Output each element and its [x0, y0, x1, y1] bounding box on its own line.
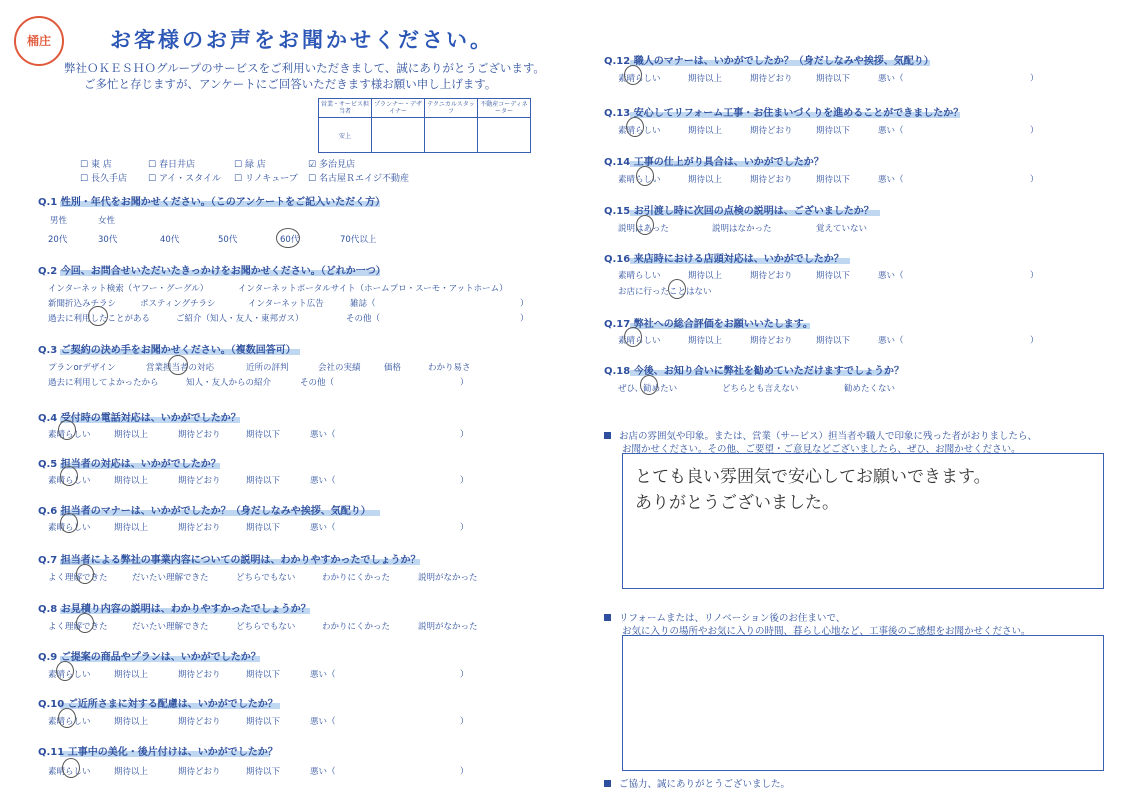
q18-option[interactable]: どちらとも言えない [722, 384, 799, 394]
store-label: 東 店 [90, 160, 112, 170]
footer-thanks [604, 776, 790, 790]
rating-option[interactable]: 悪い（ [310, 670, 336, 680]
paren-close: ） [460, 378, 469, 388]
comment1-label-line1: お店の雰囲気や印象。または、営業（サービス）担当者や職人で印象に残った者がおりましたら、 [619, 431, 1038, 442]
store-checkbox[interactable]: ☐ 長久手店 [80, 174, 127, 184]
rating-option-selected[interactable]: 素晴らしい [48, 476, 91, 486]
rating-option[interactable]: 期待どおり [750, 74, 793, 84]
question-14: Q.14 工事の仕上がり具合は、いかがでしたか？ [604, 157, 824, 168]
question-1: Q.1 性別・年代をお聞かせください。（このアンケートをご記入いただく方） [38, 197, 386, 208]
question-11: Q.11 工事中の美化・後片付けは、いかがでしたか？ [38, 747, 278, 758]
rating-option[interactable]: 期待どおり [178, 767, 221, 777]
selection-circle-icon [624, 65, 642, 85]
question-17: Q.17 弊社への総合評価をお願いいたします。 [604, 319, 813, 330]
rating-option[interactable]: 期待以上 [688, 271, 723, 281]
q1-option[interactable]: 70代以上 [340, 235, 377, 245]
q2-option[interactable]: 雑誌（ [350, 299, 376, 309]
q2-option-selected[interactable]: 過去に利用したことがある [48, 314, 151, 324]
rating-option[interactable]: 期待以上 [688, 336, 723, 346]
selection-circle-icon [636, 166, 654, 186]
question-12: Q.12 職人のマナーは、いかがでしたか？（身だしなみや挨拶、気配り） [604, 56, 934, 67]
question-16: Q.16 来店時における店頭対応は、いかがでしたか？ [604, 254, 844, 265]
store-label: 春日井店 [158, 160, 195, 170]
rating-option[interactable]: 悪い（ [878, 175, 904, 185]
q2-option[interactable]: ご紹介（知人・友人・東邦ガス） [176, 314, 304, 324]
company-seal: 桶庄 [14, 16, 64, 66]
paren-close: ） [460, 670, 469, 680]
rating-option[interactable]: 期待どおり [178, 717, 221, 727]
store-label: アイ・スタイル [158, 174, 221, 184]
rating-option-selected[interactable]: 素晴らしい [618, 126, 661, 136]
comment-section-label [604, 610, 845, 624]
paren-close: ） [460, 476, 469, 486]
rating-option[interactable]: 悪い（ [310, 476, 336, 486]
paren-close: ） [460, 767, 469, 777]
paren-close: ） [520, 299, 529, 309]
staff-header-sales: 営業・サービス担当者 [319, 99, 372, 118]
store-checkbox[interactable]: ☐ 緑 店 [234, 160, 266, 170]
rating-option[interactable]: 期待以上 [114, 523, 149, 533]
rating-option[interactable]: 素晴らしい [618, 271, 661, 281]
rating-option[interactable]: 期待どおり [750, 336, 793, 346]
handwritten-comment-line1: とても良い雰囲気で安心してお願いできます。 [635, 467, 991, 487]
store-label: リノキューブ [244, 174, 298, 184]
rating-option[interactable]: 期待どおり [178, 476, 221, 486]
rating-option[interactable]: 期待以上 [688, 126, 723, 136]
store-label: 緑 店 [244, 160, 266, 170]
rating-option[interactable]: 期待以上 [114, 670, 149, 680]
rating-option-selected[interactable]: 素晴らしい [48, 670, 91, 680]
staff-cell-realestate[interactable] [478, 118, 531, 153]
comment2-label-line2: お気に入りの場所やお気に入りの時間、暮らし心地など、工事後のご感想をお聞かせください。 [622, 626, 1031, 637]
rating-option[interactable]: 期待以下 [246, 670, 281, 680]
selection-circle-icon [60, 513, 78, 533]
store-checkbox[interactable]: ☐ 名古屋Ｒエイジ不動産 [308, 174, 409, 184]
comment2-label-line1: リフォームまたは、リノベーション後のお住まいで、 [619, 613, 846, 624]
q15-option[interactable]: 説明はなかった [712, 224, 772, 234]
q2-option[interactable]: その他（ [346, 314, 381, 324]
paren-close: ） [1030, 126, 1039, 136]
question-3: Q.3 ご契約の決め手をお聞かせください。（複数回答可） [38, 345, 296, 356]
rating-option-selected[interactable]: 素晴らしい [618, 336, 661, 346]
q1-option[interactable]: 20代 [48, 235, 68, 245]
rating-option[interactable]: 期待以下 [246, 717, 281, 727]
rating-option-selected[interactable]: 素晴らしい [48, 523, 91, 533]
rating-option-selected[interactable]: 素晴らしい [48, 717, 91, 727]
intro-line-1: 弊社ＯＫＥＳＨＯグループのサービスをご利用いただきまして、誠にありがとうございます。 [64, 61, 545, 75]
q3-option[interactable]: 会社の実績 [318, 363, 361, 373]
q3-option[interactable]: その他（ [300, 378, 335, 388]
rating-option[interactable]: 期待どおり [750, 271, 793, 281]
bullet-square-icon [604, 780, 611, 787]
store-label: 多治見店 [318, 160, 355, 170]
understand-option-selected[interactable]: よく理解できた [48, 622, 108, 632]
selection-circle-icon [58, 420, 76, 440]
paren-close: ） [460, 523, 469, 533]
bullet-square-icon [604, 614, 611, 621]
understand-option[interactable]: わかりにくかった [322, 573, 391, 583]
q18-option-selected[interactable]: ぜひ、勧めたい [618, 384, 678, 394]
q1-option[interactable]: 30代 [98, 235, 118, 245]
rating-option[interactable]: 期待以下 [816, 126, 851, 136]
selection-circle-icon [76, 613, 94, 633]
comment-box-impressions[interactable] [622, 453, 1104, 589]
q15-option[interactable]: 覚えていない [816, 224, 868, 234]
selection-circle-icon [88, 306, 108, 326]
paren-close: ） [460, 717, 469, 727]
rating-option[interactable]: 期待以上 [114, 430, 149, 440]
rating-option[interactable]: 期待どおり [178, 430, 221, 440]
rating-option[interactable]: 期待以上 [114, 767, 149, 777]
rating-option[interactable]: 期待以上 [114, 476, 149, 486]
understand-option[interactable]: わかりにくかった [322, 622, 391, 632]
rating-option[interactable]: 期待以下 [246, 430, 281, 440]
staff-cell-technical[interactable] [425, 118, 478, 153]
rating-option[interactable]: 悪い（ [310, 430, 336, 440]
understand-option[interactable]: 説明がなかった [418, 573, 478, 583]
store-checkbox[interactable]: ☐ リノキューブ [234, 174, 298, 184]
store-checkbox-checked[interactable]: ☑ 多治見店 [308, 160, 355, 170]
rating-option[interactable]: 悪い（ [878, 126, 904, 136]
q1-option-selected[interactable]: 60代 [280, 235, 300, 245]
selection-circle-icon [668, 279, 686, 299]
understand-option[interactable]: 説明がなかった [418, 622, 478, 632]
rating-option-selected[interactable]: 素晴らしい [48, 430, 91, 440]
q3-option[interactable]: 価格 [384, 363, 402, 373]
question-9: Q.9 ご提案の商品やプランは、いかがでしたか？ [38, 652, 261, 663]
comment-box-after-construction[interactable] [622, 635, 1104, 771]
rating-option[interactable]: 期待どおり [750, 126, 793, 136]
question-8: Q.8 お見積り内容の説明は、わかりやすかったでしょうか？ [38, 604, 311, 615]
question-6: Q.6 担当者のマナーは、いかがでしたか？（身だしなみや挨拶、気配り） [38, 506, 371, 517]
rating-option[interactable]: 期待どおり [750, 175, 793, 185]
rating-option[interactable]: 期待以下 [246, 523, 281, 533]
paren-close: ） [520, 314, 529, 324]
handwritten-comment-line2: ありがとうございました。 [635, 493, 839, 513]
q1-option[interactable]: 40代 [160, 235, 180, 245]
q15-option-selected[interactable]: 説明はあった [618, 224, 669, 234]
paren-close: ） [1030, 175, 1039, 185]
rating-option[interactable]: 期待以下 [246, 767, 281, 777]
store-checkbox[interactable]: ☐ アイ・スタイル [148, 174, 221, 184]
rating-option-selected[interactable]: 素晴らしい [618, 74, 661, 84]
selection-circle-icon [168, 355, 188, 375]
rating-option[interactable]: 期待以下 [246, 476, 281, 486]
paren-close: ） [1030, 74, 1039, 84]
selection-circle-icon [276, 228, 300, 248]
staff-header-technical: テクニカルスタッフ [425, 99, 478, 118]
selection-circle-icon [56, 661, 74, 681]
rating-option[interactable]: 悪い（ [878, 271, 904, 281]
q3-option[interactable]: 過去に利用してよかったから [48, 378, 159, 388]
comment1-label-line2: お聞かせください。その他、ご要望・ご意見などございましたら、ぜひ、お聞かせください。 [622, 444, 1021, 455]
rating-option[interactable]: 悪い（ [310, 717, 336, 727]
q3-option[interactable]: 近所の評判 [246, 363, 289, 373]
question-4: Q.4 受付時の電話対応は、いかがでしたか？ [38, 413, 241, 424]
staff-table [318, 98, 531, 153]
q1-option[interactable]: 女性 [98, 216, 116, 226]
selection-circle-icon [624, 327, 642, 347]
understand-option-selected[interactable]: よく理解できた [48, 573, 108, 583]
question-5: Q.5 担当者の対応は、いかがでしたか？ [38, 459, 221, 470]
selection-circle-icon [640, 375, 658, 395]
question-13: Q.13 安心してリフォーム工事・お住まいづくりを進めることができましたか？ [604, 108, 964, 119]
selection-circle-icon [636, 215, 654, 235]
rating-option[interactable]: 悪い（ [310, 767, 336, 777]
q3-option[interactable]: わかり易さ [428, 363, 471, 373]
understand-option[interactable]: どちらでもない [236, 573, 296, 583]
intro-line-2: ご多忙と存じますが、アンケートにご回答いただきます様お願い申し上げます。 [84, 77, 497, 91]
selection-circle-icon [62, 758, 80, 778]
rating-option[interactable]: 期待どおり [178, 523, 221, 533]
q3-option[interactable]: プランorデザイン [48, 363, 116, 373]
understand-option[interactable]: だいたい理解できた [132, 622, 209, 632]
q2-option[interactable]: 新聞折込みチラシ [48, 299, 117, 309]
question-10: Q.10 ご近所さまに対する配慮は、いかがでしたか？ [38, 699, 278, 710]
q3-option[interactable]: 知人・友人からの紹介 [186, 378, 272, 388]
rating-option[interactable]: 期待以下 [816, 336, 851, 346]
rating-option[interactable]: 期待以下 [816, 271, 851, 281]
q2-option[interactable]: インターネットポータルサイト（ホームプロ・スーモ・アットホーム） [238, 284, 508, 294]
rating-option[interactable]: 悪い（ [878, 336, 904, 346]
understand-option[interactable]: だいたい理解できた [132, 573, 209, 583]
paren-close: ） [1030, 271, 1039, 281]
rating-option[interactable]: 期待以上 [688, 74, 723, 84]
rating-option[interactable]: 悪い（ [310, 523, 336, 533]
understand-option[interactable]: どちらでもない [236, 622, 296, 632]
question-15: Q.15 お引渡し時に次回の点検の説明は、ございましたか？ [604, 206, 874, 217]
q3-option-selected[interactable]: 営業担当者の対応 [146, 363, 215, 373]
rating-option[interactable]: 期待以上 [688, 175, 723, 185]
question-7: Q.7 担当者による弊社の事業内容についての説明は、わかりやすかったでしょうか？ [38, 555, 421, 566]
footer-text: ご協力、誠にありがとうございました。 [619, 779, 791, 790]
rating-option-selected[interactable]: 素晴らしい [48, 767, 91, 777]
store-label: 長久手店 [90, 174, 127, 184]
store-label: 名古屋Ｒエイジ不動産 [318, 174, 409, 184]
selection-circle-icon [626, 117, 644, 137]
question-2: Q.2 今回、お問合せいただいたきっかけをお聞かせください。（どれか一つ） [38, 266, 386, 277]
q2-option[interactable]: インターネット検索（ヤフー・グーグル） [48, 284, 209, 294]
rating-option-selected[interactable]: 素晴らしい [618, 175, 661, 185]
q2-option[interactable]: ポスティングチラシ [140, 299, 216, 309]
paren-close: ） [460, 430, 469, 440]
form-title: お客様のお声をお聞かせください。 [110, 28, 494, 52]
rating-option[interactable]: 期待以下 [816, 175, 851, 185]
paren-close: ） [1030, 336, 1039, 346]
q1-option[interactable]: 50代 [218, 235, 238, 245]
q16-option-selected[interactable]: お店に行ったことはない [618, 287, 712, 297]
q1-option[interactable]: 男性 [50, 216, 68, 226]
question-18: Q.18 今後、お知り合いに弊社を勧めていただけますでしょうか？ [604, 366, 904, 377]
rating-option[interactable]: 期待以上 [114, 717, 149, 727]
staff-header-planner: プランナー・デザイナー [372, 99, 425, 118]
selection-circle-icon [60, 466, 78, 486]
selection-circle-icon [58, 708, 76, 728]
selection-circle-icon [76, 564, 94, 584]
q18-option[interactable]: 勧めたくない [844, 384, 896, 394]
rating-option[interactable]: 期待以下 [816, 74, 851, 84]
staff-signature[interactable]: 安上 [319, 118, 372, 153]
bullet-square-icon [604, 432, 611, 439]
store-checkbox[interactable]: ☐ 東 店 [80, 160, 112, 170]
comment-section-label [604, 428, 1037, 442]
staff-header-realestate: 不動産コーディネーター [478, 99, 531, 118]
q2-option[interactable]: インターネット広告 [248, 299, 324, 309]
rating-option[interactable]: 悪い（ [878, 74, 904, 84]
store-checkbox[interactable]: ☐ 春日井店 [148, 160, 195, 170]
staff-cell-planner[interactable] [372, 118, 425, 153]
rating-option[interactable]: 期待どおり [178, 670, 221, 680]
